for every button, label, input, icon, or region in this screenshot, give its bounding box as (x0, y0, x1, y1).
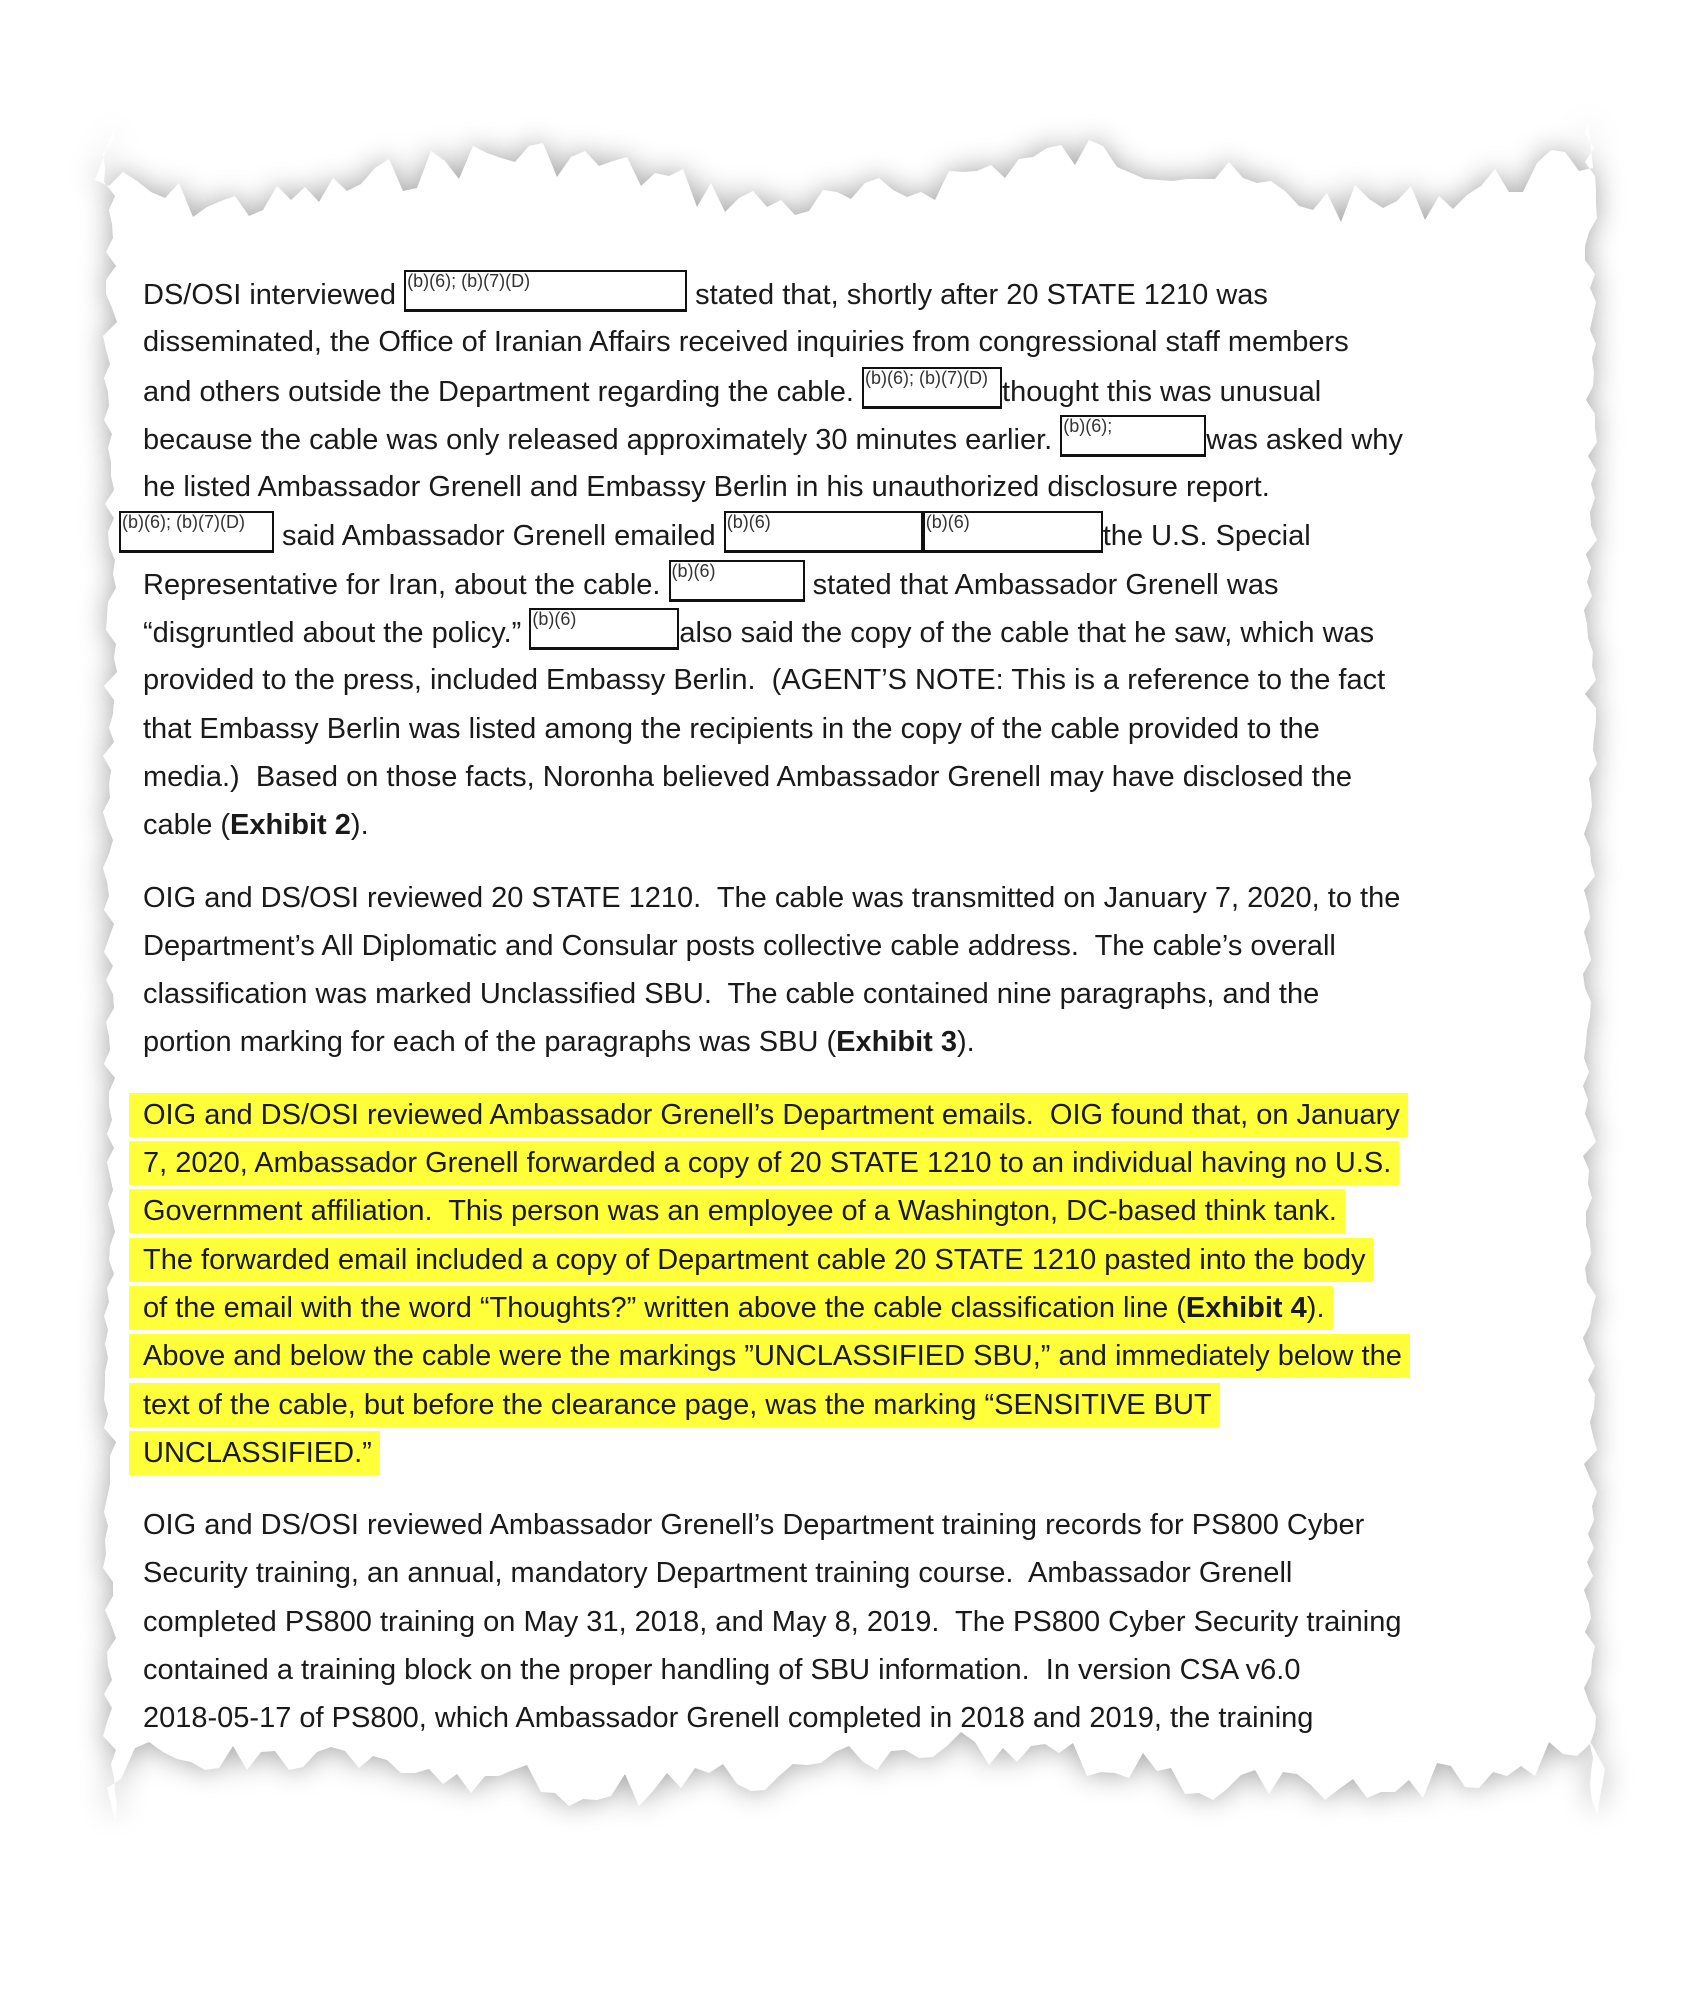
text-line (122, 511, 1583, 559)
text-run: provided to the press, included Embassy Berlin. (AGENT’S NOTE: This is a reference to the fact (143, 664, 1386, 697)
redaction-code: (b)(6) (726, 512, 771, 533)
text-line (143, 1501, 1583, 1549)
line-content (143, 930, 1336, 962)
line-content (143, 367, 1322, 408)
text-run: ). (350, 809, 369, 842)
text-run: disseminated, the Office of Iranian Affairs received inquiries from congressional staff members (143, 326, 1349, 359)
text-line (143, 367, 1583, 415)
text-run: that Embassy Berlin was listed among the recipients in the copy of the cable provided to the (143, 712, 1320, 745)
line-content (143, 271, 1268, 311)
exhibit-reference: Exhibit 3 (836, 1026, 957, 1059)
line-content (143, 713, 1320, 745)
line-content (143, 560, 1279, 601)
line-content (143, 415, 1403, 456)
text-run: OIG and DS/OSI reviewed 20 STATE 1210. The cable was transmitted on January 7, 2020, to the (143, 881, 1401, 914)
highlight (129, 1141, 1399, 1185)
line-content (143, 1606, 1402, 1638)
highlight (129, 1189, 1345, 1233)
text-line (143, 1694, 1583, 1742)
text-run: The forwarded email included a copy of Department cable 20 STATE 1210 pasted into the body (143, 1243, 1366, 1276)
line-content (143, 978, 1319, 1010)
redaction-code: (b)(6) (671, 560, 716, 581)
text-run: and others outside the Department regarding the cable. (143, 375, 863, 408)
text-run: said Ambassador Grenell emailed (274, 520, 724, 553)
text-run: also said the copy of the cable that he saw, which was (679, 617, 1375, 650)
text-run: thought this was unusual (1002, 375, 1322, 408)
text-run: completed PS800 training on May 31, 2018, and May 8, 2019. The PS800 Cyber Security training (143, 1605, 1402, 1638)
text-line (143, 560, 1583, 608)
line-content (143, 1509, 1364, 1541)
text-line (143, 1284, 1583, 1332)
highlight (129, 1286, 1333, 1330)
text-run: 2018-05-17 of PS800, which Ambassador Grenell completed in 2018 and 2019, the training (143, 1702, 1314, 1735)
text-line (143, 1549, 1583, 1597)
highlight (129, 1431, 380, 1475)
text-run: Above and below the cable were the markings ”UNCLASSIFIED SBU,” and immediately below the (143, 1340, 1402, 1373)
highlighted-paragraph (143, 1091, 1583, 1477)
text-line (143, 1139, 1583, 1187)
text-run: stated that, shortly after 20 STATE 1210 was (687, 279, 1268, 311)
line-content (122, 512, 1311, 553)
text-line (143, 1429, 1583, 1477)
document-body (122, 270, 1583, 1767)
highlight (129, 1093, 1408, 1137)
text-run: Department’s All Diplomatic and Consular posts collective cable address. The cable’s overall (143, 929, 1336, 962)
highlight (129, 1238, 1373, 1282)
line-content (143, 326, 1349, 358)
text-line (143, 1381, 1583, 1429)
redaction-box (119, 511, 274, 553)
redaction-code: (b)(6); (1063, 415, 1113, 436)
text-line (143, 608, 1583, 656)
text-run: stated that Ambassador Grenell was (804, 568, 1279, 601)
redaction-box (862, 367, 1002, 409)
text-run: the U.S. Special (1102, 520, 1311, 553)
line-content (143, 882, 1400, 914)
line-content (143, 1702, 1313, 1734)
redaction-box (923, 511, 1103, 553)
redaction-box (529, 608, 679, 650)
text-run: DS/OSI interviewed (143, 279, 405, 311)
text-run: media.) Based on those facts, Noronha believed Ambassador Grenell may have disclosed the (143, 760, 1353, 793)
line-content (143, 1026, 975, 1058)
redaction-box (1060, 415, 1206, 457)
text-run: “disgruntled about the policy.” (143, 617, 530, 650)
text-line (143, 922, 1583, 970)
text-line (143, 1018, 1583, 1066)
redaction-box (404, 270, 687, 312)
text-run: because the cable was only released approximately 30 minutes earlier. (143, 423, 1061, 456)
text-line (143, 801, 1583, 849)
highlight (129, 1334, 1410, 1378)
text-run: Government affiliation. This person was an employee of a Washington, DC-based think tank. (143, 1195, 1337, 1228)
redaction-box (669, 560, 805, 602)
line-content (143, 809, 369, 841)
line-content (143, 609, 1375, 650)
line-content (143, 1654, 1300, 1686)
line-content (143, 761, 1352, 793)
text-run: OIG and DS/OSI reviewed Ambassador Grenell’s Department emails. OIG found that, on January (143, 1098, 1400, 1131)
text-run: 7, 2020, Ambassador Grenell forwarded a copy of 20 STATE 1210 to an individual having no U.S. (143, 1147, 1392, 1180)
text-run: cable ( (143, 809, 231, 842)
line-content (143, 1557, 1292, 1589)
paragraph (143, 1501, 1583, 1742)
text-line (143, 1332, 1583, 1380)
text-line (143, 970, 1583, 1018)
line-content (143, 664, 1385, 696)
redaction-code: (b)(6) (925, 512, 970, 533)
text-run: he listed Ambassador Grenell and Embassy Berlin in his unauthorized disclosure report. (143, 471, 1270, 504)
text-run: was asked why (1206, 423, 1403, 456)
redaction-code: (b)(6); (b)(7)(D) (122, 512, 245, 533)
text-line (143, 705, 1583, 753)
text-run: OIG and DS/OSI reviewed Ambassador Grenell’s Department training records for PS800 Cyber (143, 1509, 1365, 1542)
text-line (143, 1646, 1583, 1694)
text-line (143, 1598, 1583, 1646)
text-run: classification was marked Unclassified SBU. The cable contained nine paragraphs, and the (143, 978, 1320, 1011)
line-content (143, 471, 1270, 503)
text-line (143, 1236, 1583, 1284)
text-run: contained a training block on the proper handling of SBU information. In version CSA v6.0 (143, 1654, 1301, 1687)
text-run: ). (957, 1026, 975, 1059)
exhibit-reference: Exhibit 2 (230, 809, 351, 842)
text-run: ). (1306, 1291, 1325, 1324)
redaction-code: (b)(6) (532, 609, 577, 630)
text-line (143, 874, 1583, 922)
redaction-code: (b)(6); (b)(7)(D) (865, 367, 989, 388)
highlight (129, 1383, 1220, 1427)
paragraph (143, 874, 1583, 1067)
text-line (143, 1187, 1583, 1235)
text-run: portion marking for each of the paragraphs was SBU ( (143, 1026, 837, 1059)
text-line (143, 753, 1583, 801)
redaction-box (724, 511, 923, 553)
text-line (143, 415, 1583, 463)
exhibit-reference: Exhibit 4 (1185, 1291, 1307, 1324)
text-line (143, 463, 1583, 511)
text-run: of the email with the word “Thoughts?” written above the cable classification line ( (143, 1291, 1186, 1324)
paragraph (122, 270, 1583, 850)
redaction-code: (b)(6); (b)(7)(D) (407, 271, 531, 291)
text-line (143, 270, 1583, 318)
text-line (143, 318, 1583, 366)
text-line (143, 656, 1583, 704)
text-line (143, 1091, 1583, 1139)
text-run: Representative for Iran, about the cable. (143, 568, 669, 601)
text-run: text of the cable, but before the clearance page, was the marking “SENSITIVE BUT (143, 1388, 1212, 1421)
text-run: UNCLASSIFIED.” (143, 1436, 372, 1469)
text-run: Security training, an annual, mandatory Department training course. Ambassador Grenell (143, 1557, 1293, 1590)
